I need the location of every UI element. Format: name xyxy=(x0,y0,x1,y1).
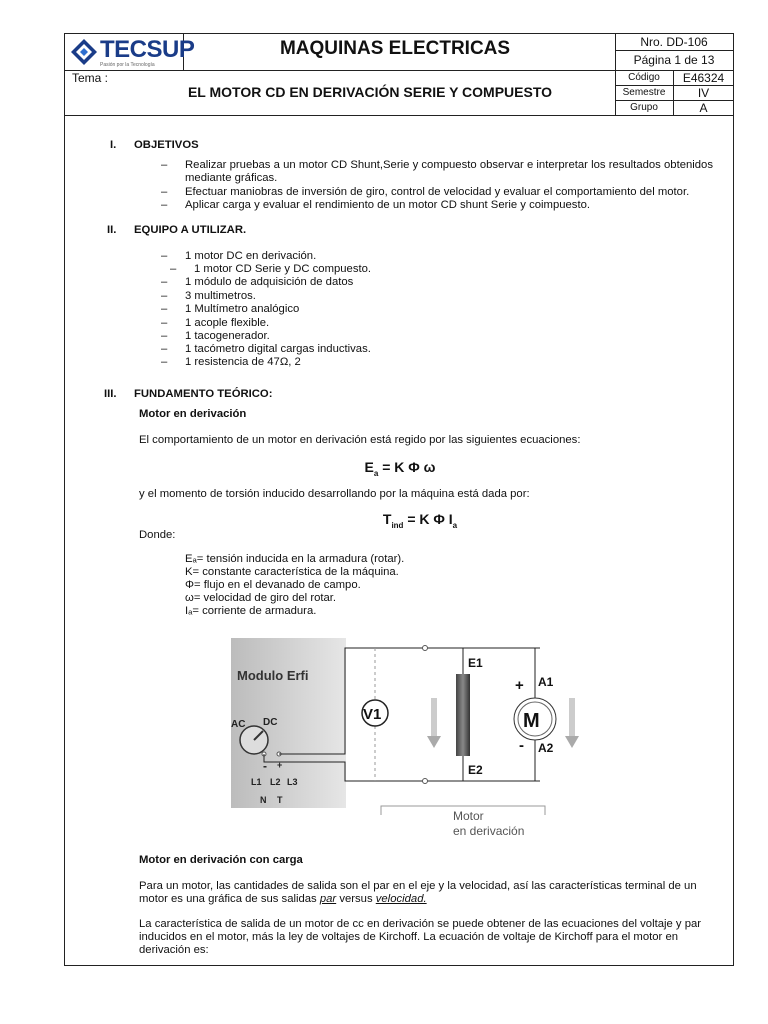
paragraph: La característica de salida de un motor de cc en derivación se puede obtener de las ecuaciones del voltaje y par inducidos en el motor, más la ley de voltajes de Kirchoff. La ecuación de voltaje de Kirchoff para el motor en derivación es: xyxy=(139,918,702,956)
field-winding xyxy=(456,674,470,756)
page-left-border xyxy=(64,33,65,965)
paragraph: y el momento de torsión inducido desarrollando por la máquina está dada por: xyxy=(139,488,530,500)
definition-item: Iₐ= corriente de armadura. xyxy=(185,605,317,617)
grupo-label: Grupo xyxy=(630,102,658,113)
bullet-dash: – xyxy=(161,250,168,262)
equipment-item: 1 módulo de adquisición de datos xyxy=(185,276,354,288)
bullet-dash: – xyxy=(161,303,168,315)
page-bottom-border xyxy=(64,965,734,966)
codigo-label: Código xyxy=(628,72,660,83)
logo-tagline: Pasión por la Tecnología xyxy=(100,62,155,68)
bullet-dash: – xyxy=(161,356,168,368)
motor-plus: + xyxy=(515,677,524,694)
l2-label: L2 xyxy=(270,777,281,787)
definition-item: ω= velocidad de giro del rotar. xyxy=(185,592,337,604)
equipment-item: 3 multimetros. xyxy=(185,290,256,302)
course-title: MAQUINAS ELECTRICAS xyxy=(279,38,511,59)
subsection-motor-carga: Motor en derivación con carga xyxy=(139,854,303,866)
l3-label: L3 xyxy=(287,777,298,787)
bullet-dash: – xyxy=(161,290,168,302)
section-1-title: OBJETIVOS xyxy=(134,139,199,151)
equipment-item: 1 tacogenerador. xyxy=(185,330,270,342)
bullet-dash: – xyxy=(161,330,168,342)
shunt-motor-diagram xyxy=(225,630,595,845)
subsection-motor-derivacion: Motor en derivación xyxy=(139,408,247,420)
bullet-dash: – xyxy=(161,343,168,355)
tecsup-logo-icon xyxy=(70,38,98,66)
paragraph: El comportamiento de un motor en derivación está regido por las siguientes ecuaciones: xyxy=(139,434,581,446)
t-label: T xyxy=(277,795,283,805)
doc-title: EL MOTOR CD EN DERIVACIÓN SERIE Y COMPUESTO xyxy=(187,84,553,100)
meta-row-line xyxy=(615,50,733,51)
equation-tind: $T_{ind} = K$ Φ $I_a$ xyxy=(382,511,458,530)
section-2-number: II. xyxy=(107,224,117,236)
equation-ea: $E_a = K$ Φ ω xyxy=(364,459,436,478)
equipment-item: 1 Multímetro analógico xyxy=(185,303,300,315)
equipment-item: 1 resistencia de 47Ω, 2 xyxy=(185,356,301,368)
page-number: Página 1 de 13 xyxy=(633,53,715,67)
equipment-item: 1 motor DC en derivación. xyxy=(185,250,317,262)
caption-motor: Motor xyxy=(453,809,484,823)
paragraph: Para un motor, las cantidades de salida son el par en el eje y la velocidad, así las características terminal de un motor es una gráfica de sus salidas par versus velocidad. xyxy=(139,880,697,905)
donde-label: Donde: xyxy=(139,529,176,541)
a1-label: A1 xyxy=(538,675,554,689)
section-3-title: FUNDAMENTO TEÓRICO: xyxy=(134,388,273,400)
codigo-value: E46324 xyxy=(682,71,725,85)
section-1-number: I. xyxy=(110,139,117,151)
e2-label: E2 xyxy=(468,763,483,777)
definition-item: K= constante característica de la máquina. xyxy=(185,566,399,578)
objective-item: Aplicar carga y evaluar el rendimiento de un motor CD shunt Serie y coimpuesto. xyxy=(185,199,591,211)
e1-label: E1 xyxy=(468,656,483,670)
logo-text: TECSUP xyxy=(100,36,195,63)
bullet-dash: – xyxy=(161,186,168,198)
tema-label: Tema : xyxy=(72,71,109,85)
bullet-dash: – xyxy=(161,276,168,288)
n-label: N xyxy=(260,795,267,805)
bullet-dash: – xyxy=(161,199,168,211)
a2-label: A2 xyxy=(538,741,554,755)
ac-label: AC xyxy=(231,719,246,730)
motor-minus: - xyxy=(519,737,524,754)
definition-item: Eₐ= tensión inducida en la armadura (rotar). xyxy=(185,553,405,565)
module-plus: + xyxy=(277,760,283,770)
definition-item: Φ= flujo en el devanado de campo. xyxy=(185,579,361,591)
section-3-number: III. xyxy=(104,388,117,400)
section-2-title: EQUIPO A UTILIZAR. xyxy=(134,224,247,236)
voltmeter-label: V1 xyxy=(363,706,382,723)
equipment-item: 1 acople flexible. xyxy=(185,317,270,329)
equipment-item: 1 tacómetro digital cargas inductivas. xyxy=(185,343,371,355)
bullet-dash: – xyxy=(161,159,168,171)
header-bottom-border xyxy=(64,115,734,116)
semestre-label: Semestre xyxy=(622,87,666,98)
motor-label: M xyxy=(523,710,540,732)
objective-item: Realizar pruebas a un motor CD Shunt,Serie y compuesto observar e interpretar los resultados obtenidos mediante gráficas. xyxy=(185,159,713,184)
header-top-border xyxy=(64,33,734,34)
dc-label: DC xyxy=(263,717,278,728)
module-label: Modulo Erfi xyxy=(237,668,309,683)
objective-item: Efectuar maniobras de inversión de giro, control de velocidad y evaluar el comportamiento del motor. xyxy=(185,186,690,198)
header-mid-border xyxy=(64,70,734,71)
page-right-border xyxy=(733,33,734,965)
grupo-value: A xyxy=(699,101,708,115)
caption-derivacion: en derivación xyxy=(453,824,525,838)
doc-number: Nro. DD-106 xyxy=(640,35,708,49)
semestre-value: IV xyxy=(697,86,710,100)
l1-label: L1 xyxy=(251,777,262,787)
bullet-dash: – xyxy=(161,317,168,329)
bullet-dash: – xyxy=(170,263,177,275)
equipment-item: 1 motor CD Serie y DC compuesto. xyxy=(194,263,372,275)
module-minus: - xyxy=(263,759,267,773)
